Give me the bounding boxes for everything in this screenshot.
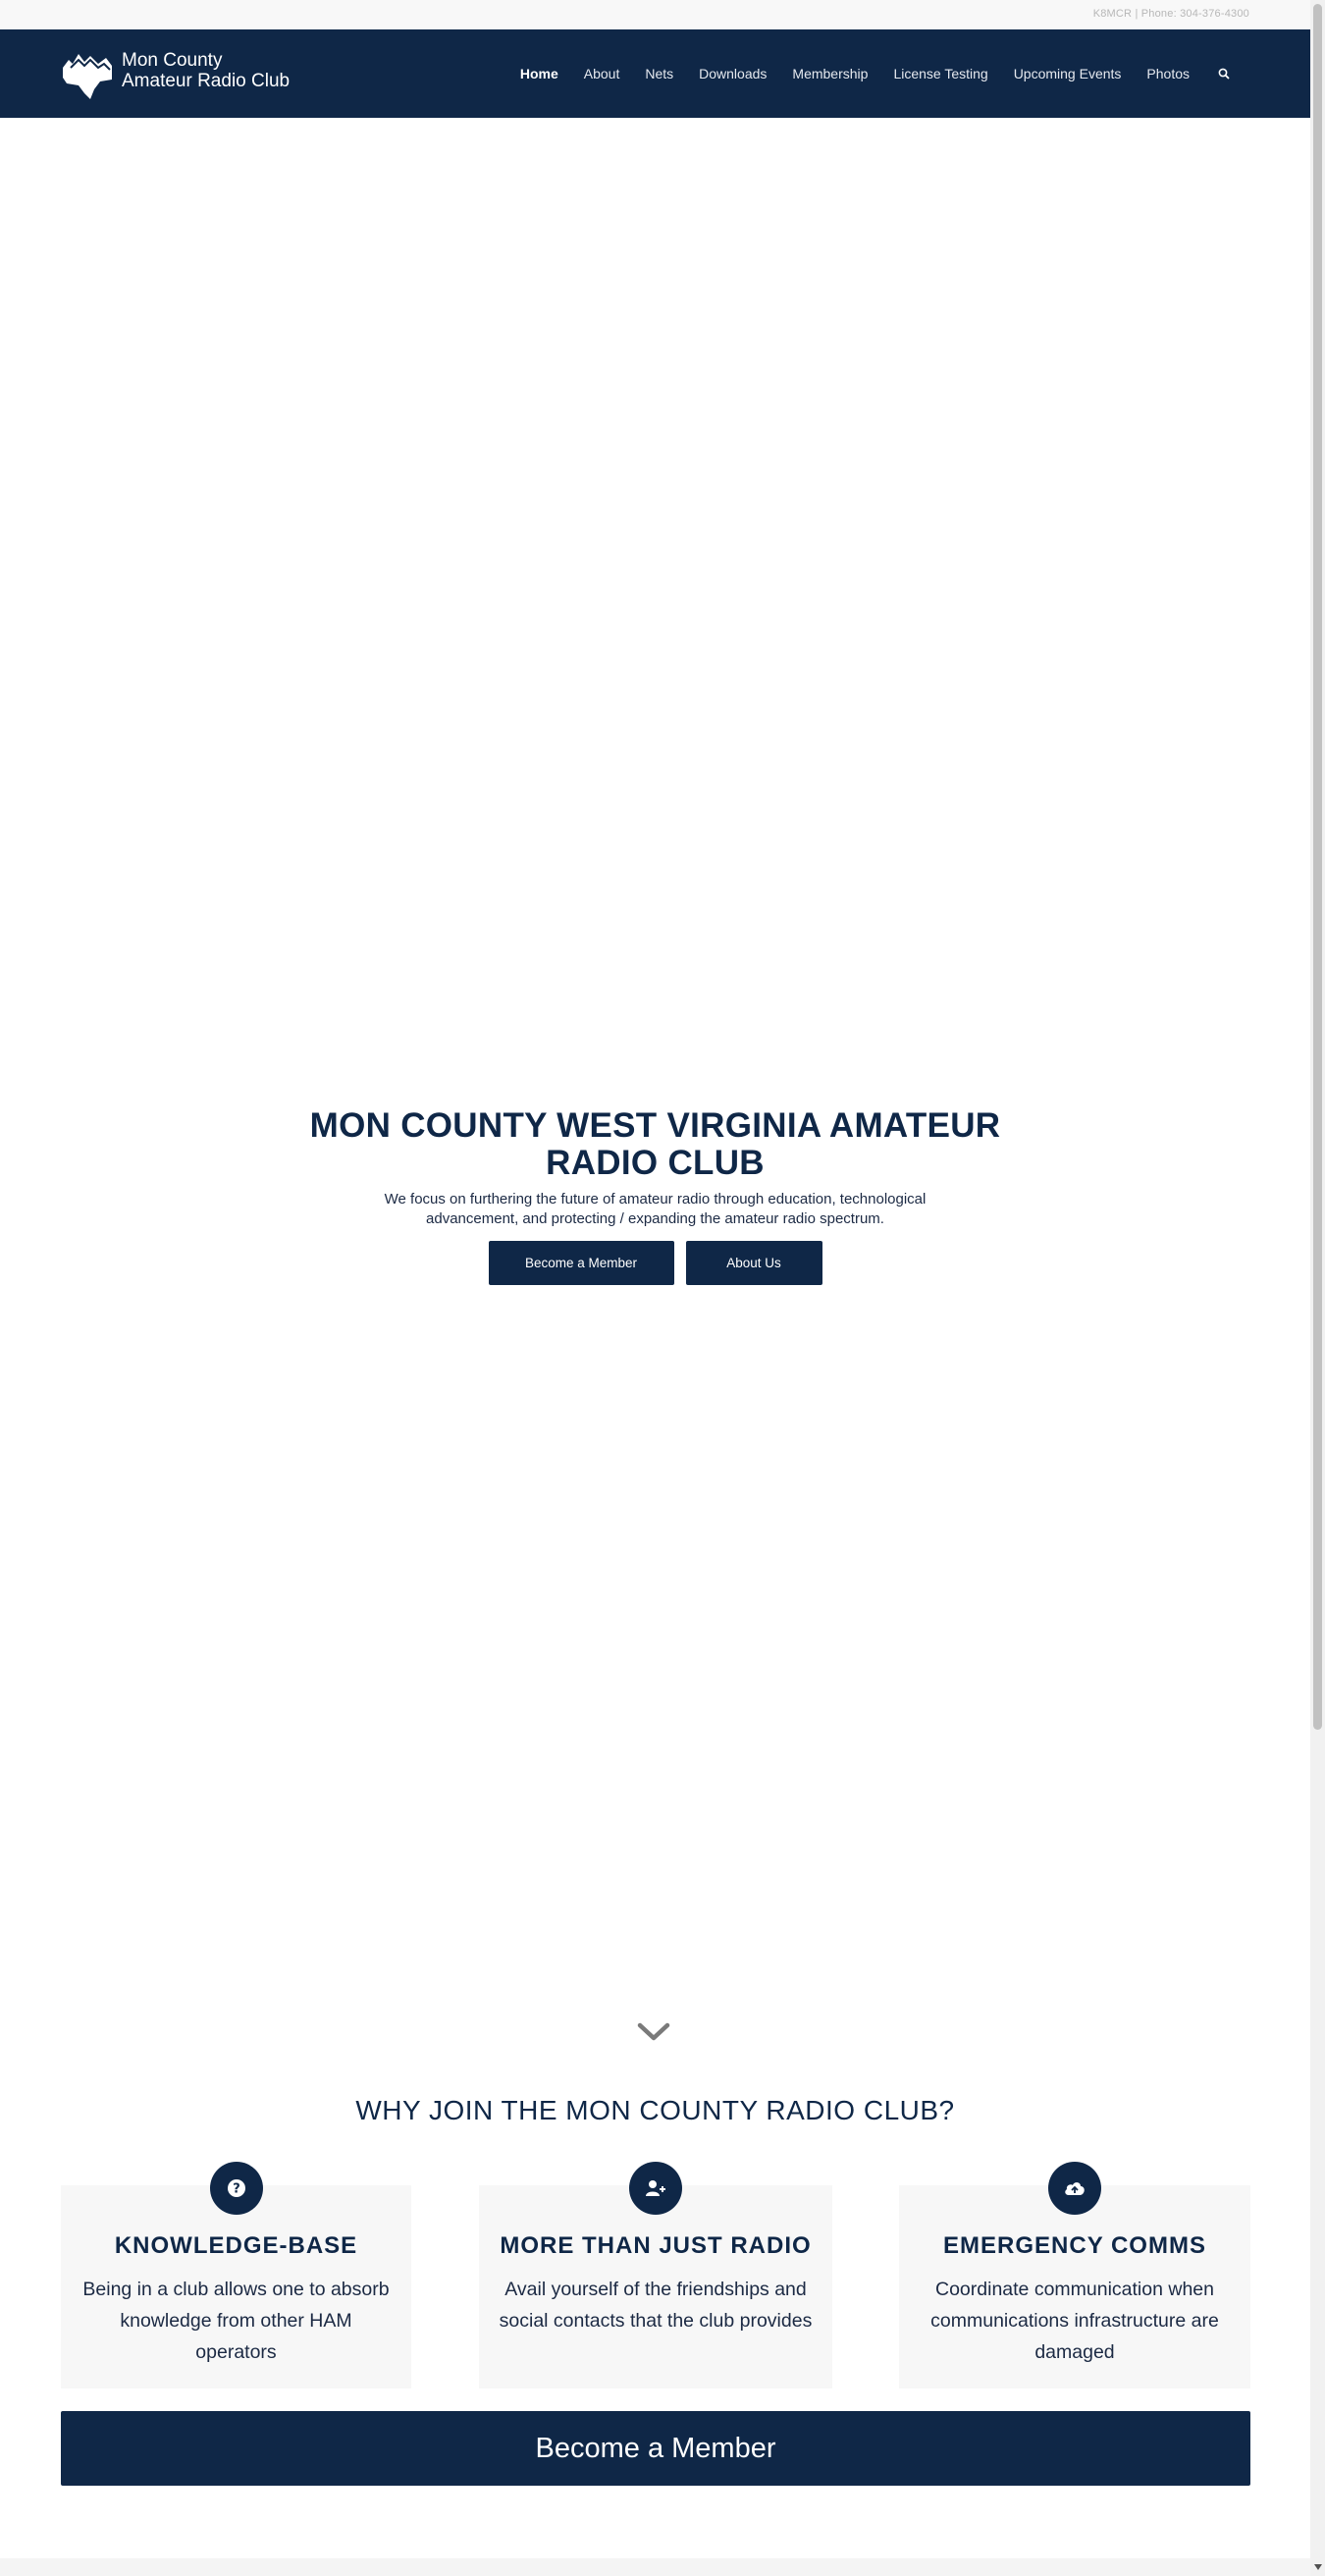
logo-line-1: Mon County xyxy=(122,50,223,71)
hero-subtitle-line-1: We focus on furthering the future of amateur radio through education, technological xyxy=(384,1191,927,1208)
nav-membership[interactable]: Membership xyxy=(792,66,869,81)
card-title: MORE THAN JUST RADIO xyxy=(500,2232,812,2259)
feature-card-emergency xyxy=(899,2185,1250,2388)
cloud-upload-icon xyxy=(1048,2162,1101,2215)
card-text: Being in a club allows one to absorb knowledge from other HAM operators xyxy=(82,2279,390,2363)
nav-home[interactable]: Home xyxy=(519,66,558,81)
card-title: EMERGENCY COMMS xyxy=(943,2232,1206,2259)
hero-title-line-2: RADIO CLUB xyxy=(546,1144,765,1182)
hero-title xyxy=(0,1107,1310,1182)
add-user-icon xyxy=(629,2162,682,2215)
hero-subtitle-line-2: advancement, and protecting / expanding the amateur radio spectrum. xyxy=(426,1210,884,1227)
logo-text xyxy=(122,50,290,91)
hero-section xyxy=(0,118,1310,2032)
site-logo[interactable] xyxy=(61,48,296,103)
become-member-button[interactable]: Become a Member xyxy=(489,1241,674,1285)
chevron-down-icon[interactable] xyxy=(636,2020,671,2044)
nav-about[interactable]: About xyxy=(583,66,620,81)
mountain-logo-icon xyxy=(61,50,114,99)
logo-line-2: Amateur Radio Club xyxy=(122,71,291,91)
feature-card-knowledge xyxy=(61,2181,411,2388)
become-member-cta-button[interactable]: Become a Member xyxy=(61,2411,1250,2486)
card-text: Avail yourself of the friendships and social contacts that the club provides xyxy=(499,2279,813,2332)
feature-card-social xyxy=(479,2185,832,2388)
top-info-bar xyxy=(0,0,1310,29)
page-scrollbar[interactable] xyxy=(1310,0,1325,2576)
nav-photos[interactable]: Photos xyxy=(1146,66,1190,81)
question-icon xyxy=(210,2162,263,2215)
nav-downloads[interactable]: Downloads xyxy=(699,66,768,81)
scrollbar-thumb[interactable] xyxy=(1313,4,1322,1730)
hero-subtitle xyxy=(294,1190,1016,1229)
why-join-heading: WHY JOIN THE MON COUNTY RADIO CLUB? xyxy=(355,2095,955,2125)
hero-title-line-1: MON COUNTY WEST VIRGINIA AMATEUR xyxy=(309,1106,1001,1145)
card-text: Coordinate communication when communications infrastructure are damaged xyxy=(930,2279,1219,2363)
hero-buttons xyxy=(0,1241,1310,1285)
card-title: KNOWLEDGE-BASE xyxy=(114,2232,358,2259)
scroll-down-arrow-icon[interactable] xyxy=(1314,2564,1322,2570)
about-us-button[interactable]: About Us xyxy=(686,1241,822,1285)
svg-text:?: ? xyxy=(232,2181,240,2197)
footer-strip xyxy=(0,2558,1310,2576)
nav-upcoming-events[interactable]: Upcoming Events xyxy=(1013,66,1122,81)
nav-license-testing[interactable]: License Testing xyxy=(893,66,988,81)
nav-nets[interactable]: Nets xyxy=(645,66,674,81)
search-icon[interactable] xyxy=(1208,29,1240,118)
main-nav xyxy=(507,29,1240,118)
site-header xyxy=(0,29,1310,118)
contact-info: K8MCR | Phone: 304-376-4300 xyxy=(1092,8,1249,20)
